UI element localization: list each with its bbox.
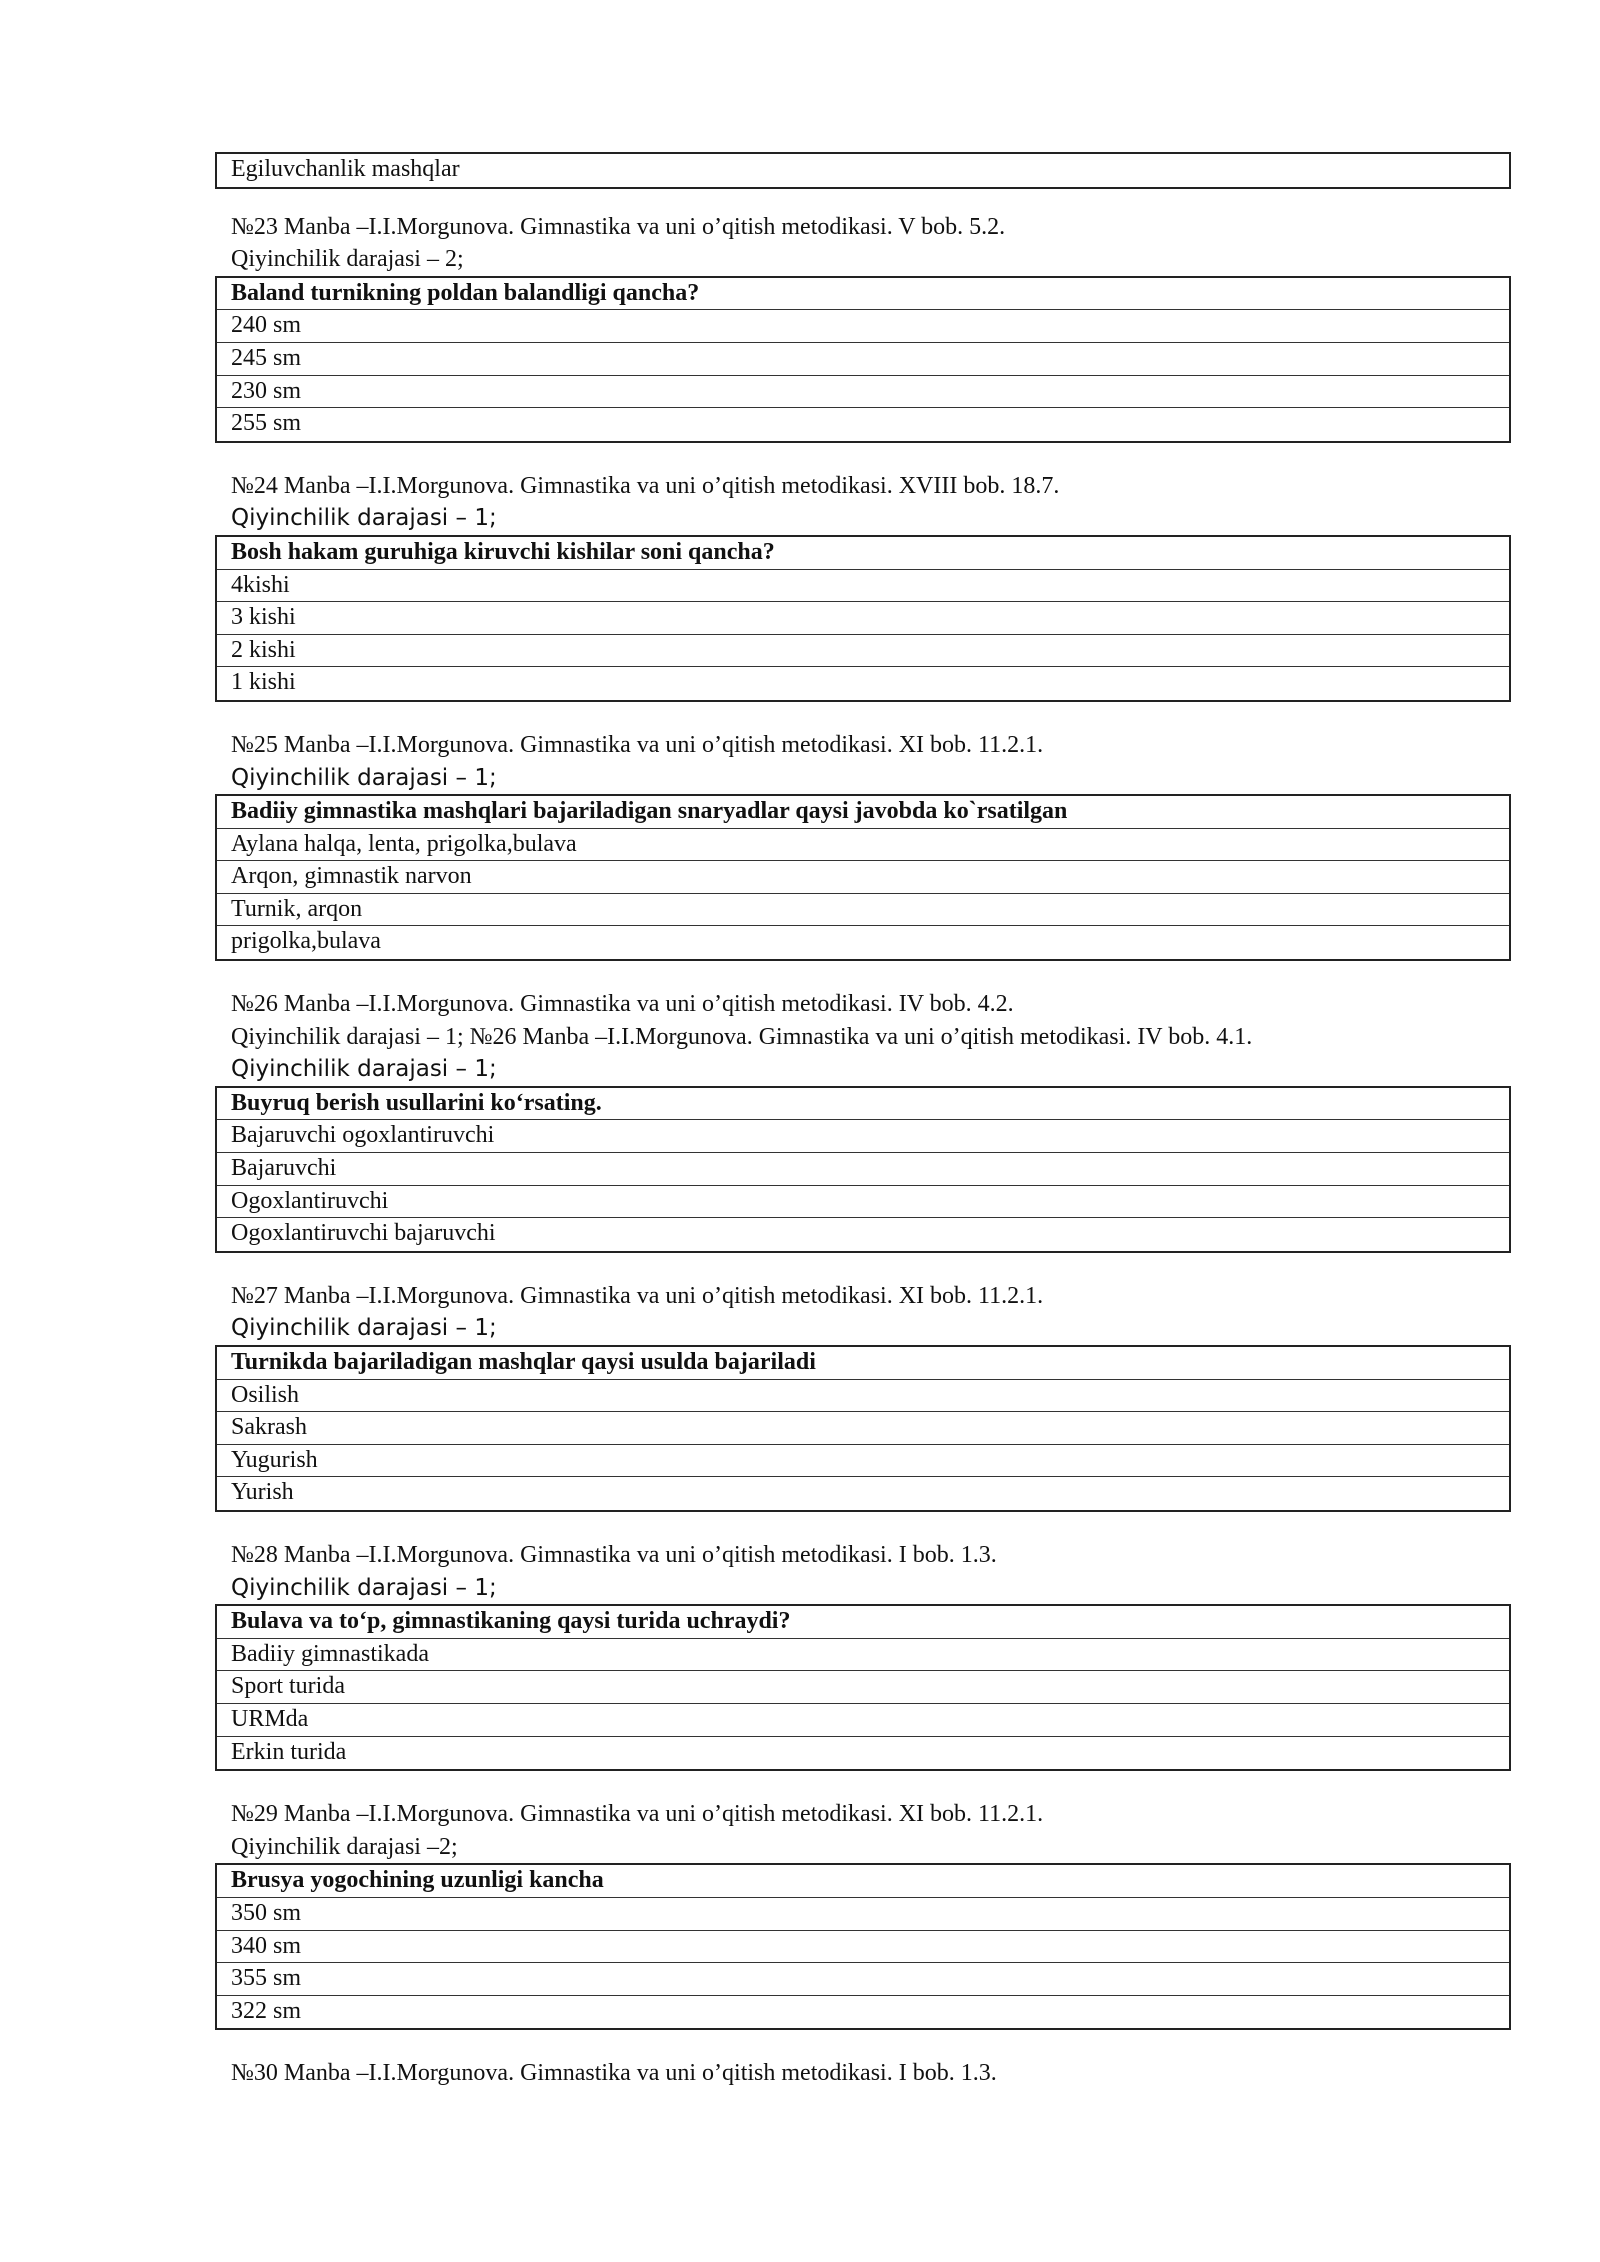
answer-option: Ogoxlantiruvchi <box>217 1186 1509 1219</box>
answer-option: Bajaruvchi ogoxlantiruvchi <box>217 1120 1509 1153</box>
question-text: Turnikda bajariladigan mashqlar qaysi usulda bajariladi <box>217 1347 1509 1380</box>
question-source: №26 Manba –I.I.Morgunova. Gimnastika va uni o’qitish metodikasi. IV bob. 4.2. <box>231 991 1014 1018</box>
answer-option: 255 sm <box>231 410 302 437</box>
question-difficulty: Qiyinchilik darajasi – 1; <box>231 505 497 532</box>
answer-option: 3 kishi <box>217 602 1509 635</box>
answer-option: Erkin turida <box>231 1738 347 1765</box>
question-text: Buyruq berish usullarini ko‘rsating. <box>217 1088 1509 1121</box>
answer-option: 322 sm <box>231 1997 302 2024</box>
answer-option: Ogoxlantiruvchi bajaruvchi <box>231 1220 496 1247</box>
question-difficulty: Qiyinchilik darajasi –2; <box>231 1833 458 1860</box>
answer-option: 245 sm <box>217 343 1509 376</box>
question-text: Brusya yogochining uzunligi kancha <box>217 1865 1509 1898</box>
answer-option: Osilish <box>217 1380 1509 1413</box>
question-source: №30 Manba –I.I.Morgunova. Gimnastika va uni o’qitish metodikasi. I bob. 1.3. <box>231 2060 997 2087</box>
question-table <box>215 794 1511 961</box>
question-source: №28 Manba –I.I.Morgunova. Gimnastika va uni o’qitish metodikasi. I bob. 1.3. <box>231 1541 997 1568</box>
answer-option: prigolka,bulava <box>231 928 381 955</box>
question-table <box>215 1345 1511 1512</box>
question-text: Bosh hakam guruhiga kiruvchi kishilar soni qancha? <box>217 537 1509 570</box>
answer-option: 355 sm <box>217 1963 1509 1996</box>
question-table <box>215 276 1511 443</box>
answer-option: Sakrash <box>217 1412 1509 1445</box>
answer-option: 1 kishi <box>231 669 296 696</box>
question-table <box>215 1604 1511 1771</box>
section-header-box <box>215 152 1511 189</box>
question-table <box>215 1863 1511 2030</box>
question-text: Badiiy gimnastika mashqlari bajariladigan snaryadlar qaysi javobda ko`rsatilgan <box>217 796 1509 829</box>
question-difficulty: Qiyinchilik darajasi – 2; <box>231 246 464 273</box>
answer-option: Yurish <box>231 1479 294 1506</box>
question-table <box>215 1086 1511 1253</box>
question-difficulty: Qiyinchilik darajasi – 1; <box>231 1574 497 1601</box>
question-source-extra: Qiyinchilik darajasi – 1; №26 Manba –I.I.Morgunova. Gimnastika va uni o’qitish metodikasi. IV bob. 4.1. <box>231 1023 1253 1050</box>
section-header-text: Egiluvchanlik mashqlar <box>231 156 460 182</box>
question-text: Bulava va to‘p, gimnastikaning qaysi turida uchraydi? <box>217 1606 1509 1639</box>
answer-option: URMda <box>217 1704 1509 1737</box>
answer-option: 230 sm <box>217 376 1509 409</box>
answer-option: 4kishi <box>217 570 1509 603</box>
answer-option: Arqon, gimnastik narvon <box>217 861 1509 894</box>
question-text: Baland turnikning poldan balandligi qancha? <box>217 278 1509 311</box>
question-difficulty: Qiyinchilik darajasi – 1; <box>231 764 497 791</box>
question-difficulty: Qiyinchilik darajasi – 1; <box>231 1315 497 1342</box>
answer-option: 350 sm <box>217 1898 1509 1931</box>
answer-option: Aylana halqa, lenta, prigolka,bulava <box>217 829 1509 862</box>
question-source: №27 Manba –I.I.Morgunova. Gimnastika va uni o’qitish metodikasi. XI bob. 11.2.1. <box>231 1282 1044 1309</box>
question-table <box>215 535 1511 702</box>
answer-option: Yugurish <box>217 1445 1509 1478</box>
answer-option: Turnik, arqon <box>217 894 1509 927</box>
question-difficulty: Qiyinchilik darajasi – 1; <box>231 1056 497 1083</box>
answer-option: Sport turida <box>217 1671 1509 1704</box>
answer-option: 2 kishi <box>217 635 1509 668</box>
answer-option: 240 sm <box>217 310 1509 343</box>
question-source: №23 Manba –I.I.Morgunova. Gimnastika va uni o’qitish metodikasi. V bob. 5.2. <box>231 213 1006 240</box>
question-source: №29 Manba –I.I.Morgunova. Gimnastika va uni o’qitish metodikasi. XI bob. 11.2.1. <box>231 1801 1044 1828</box>
question-source: №25 Manba –I.I.Morgunova. Gimnastika va uni o’qitish metodikasi. XI bob. 11.2.1. <box>231 731 1044 758</box>
document-page <box>215 152 1511 2090</box>
answer-option: Badiiy gimnastikada <box>217 1639 1509 1672</box>
question-source: №24 Manba –I.I.Morgunova. Gimnastika va uni o’qitish metodikasi. XVIII bob. 18.7. <box>231 472 1060 499</box>
answer-option: Bajaruvchi <box>217 1153 1509 1186</box>
answer-option: 340 sm <box>217 1931 1509 1964</box>
